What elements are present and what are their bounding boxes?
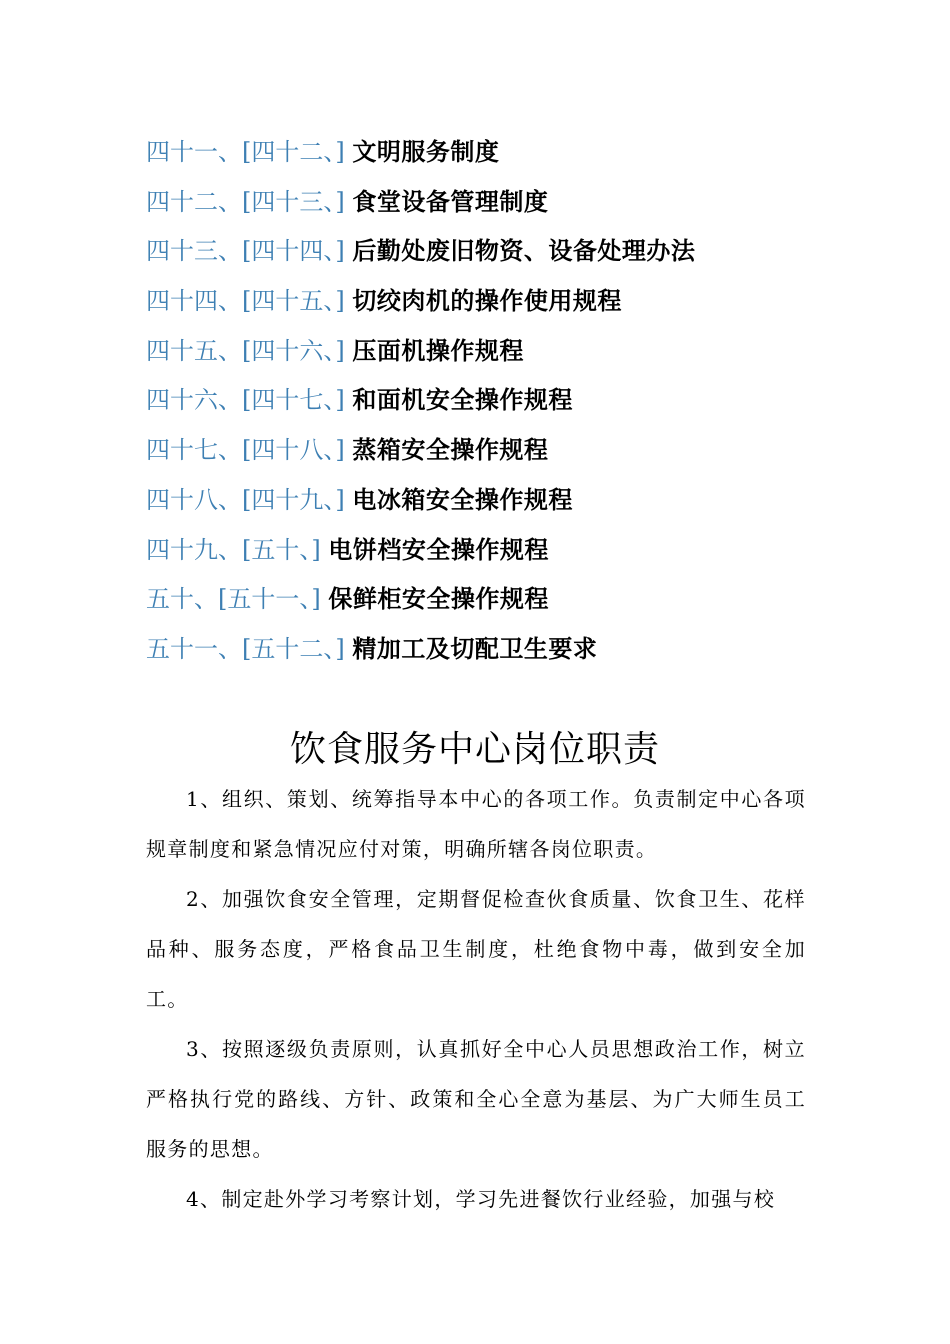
toc-entry[interactable] (146, 128, 846, 178)
toc-entry[interactable] (146, 426, 846, 476)
paragraph: 2、加强饮食安全管理，定期督促检查伙食质量、饮食卫生、花样品种、服务态度，严格食品卫生制度，杜绝食物中毒，做到安全加工。 (146, 887, 806, 1011)
toc-entry[interactable] (146, 178, 846, 228)
toc-entry-number[interactable]: 五十、[五十一、] (146, 585, 321, 614)
toc-entry-title[interactable]: 压面机操作规程 (352, 336, 524, 365)
toc-entry-title[interactable]: 和面机安全操作规程 (352, 386, 573, 415)
toc-entry-number[interactable]: 五十一、[五十二、] (146, 634, 345, 663)
toc-entry[interactable] (146, 327, 846, 377)
toc-entry[interactable] (146, 476, 846, 526)
toc-entry[interactable] (146, 376, 846, 426)
toc-entry-title[interactable]: 蒸箱安全操作规程 (352, 436, 549, 465)
toc-entry[interactable] (146, 526, 846, 576)
paragraph: 4、制定赴外学习考察计划，学习先进餐饮行业经验，加强与校 (186, 1187, 776, 1211)
table-of-contents (146, 128, 846, 675)
section-heading: 饮食服务中心岗位职责 (289, 729, 660, 770)
toc-entry-title[interactable]: 食堂设备管理制度 (352, 187, 549, 216)
toc-entry-title[interactable]: 电饼档安全操作规程 (328, 535, 549, 564)
toc-entry-number[interactable]: 四十四、[四十五、] (146, 287, 345, 316)
toc-entry-number[interactable]: 四十七、[四十八、] (146, 436, 345, 465)
toc-entry-title[interactable]: 切绞肉机的操作使用规程 (352, 287, 622, 316)
section-body (146, 774, 806, 1224)
toc-entry-number[interactable]: 四十二、[四十三、] (146, 187, 345, 216)
toc-entry-number[interactable]: 四十九、[五十、] (146, 535, 321, 564)
toc-entry-number[interactable]: 四十八、[四十九、] (146, 485, 345, 514)
toc-entry[interactable] (146, 277, 846, 327)
toc-entry-title[interactable]: 电冰箱安全操作规程 (352, 485, 573, 514)
toc-entry[interactable] (146, 625, 846, 675)
toc-entry-title[interactable]: 文明服务制度 (352, 138, 500, 166)
toc-entry-title[interactable]: 保鲜柜安全操作规程 (328, 585, 549, 614)
paragraph: 1、组织、策划、统筹指导本中心的各项工作。负责制定中心各项规章制度和紧急情况应付对策，明确所辖各岗位职责。 (146, 787, 806, 861)
toc-entry[interactable] (146, 575, 846, 625)
toc-entry-number[interactable]: 四十五、[四十六、] (146, 336, 345, 365)
toc-entry[interactable] (146, 227, 846, 277)
toc-entry-title[interactable]: 精加工及切配卫生要求 (352, 634, 598, 663)
toc-entry-number[interactable]: 四十一、[四十二、] (146, 138, 345, 166)
toc-entry-number[interactable]: 四十六、[四十七、] (146, 386, 345, 415)
paragraph: 3、按照逐级负责原则，认真抓好全中心人员思想政治工作，树立严格执行党的路线、方针、政策和全心全意为基层、为广大师生员工服务的思想。 (146, 1037, 806, 1161)
toc-entry-title[interactable]: 后勤处废旧物资、设备处理办法 (352, 237, 696, 266)
toc-entry-number[interactable]: 四十三、[四十四、] (146, 237, 345, 266)
